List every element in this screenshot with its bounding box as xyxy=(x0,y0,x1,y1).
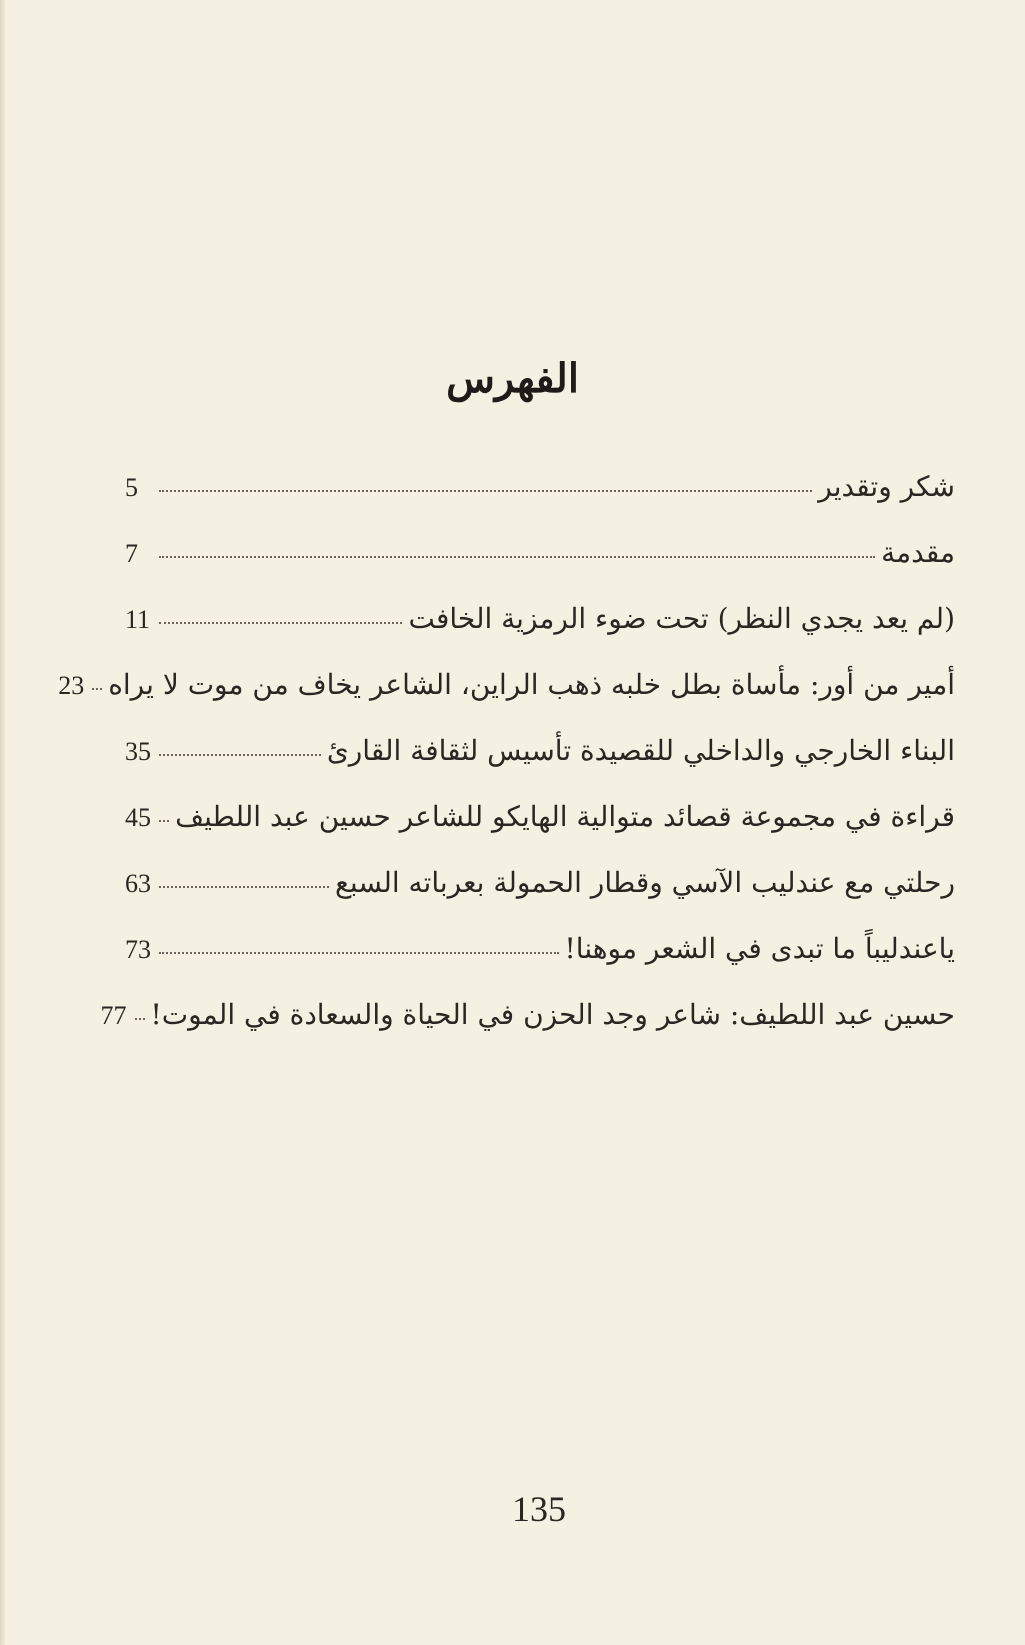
toc-leader-dots xyxy=(135,1018,145,1020)
toc-entry-title: شكر وتقدير xyxy=(818,470,955,503)
toc-entry-page: 35 xyxy=(125,737,151,766)
toc-entry xyxy=(125,932,955,998)
toc-entry xyxy=(125,602,955,668)
toc-entry xyxy=(125,734,955,800)
toc-leader-dots xyxy=(159,754,321,756)
page-edge xyxy=(0,0,6,1645)
toc-leader-dots xyxy=(159,820,169,822)
toc-entry xyxy=(58,668,955,734)
toc-entry-page: 23 xyxy=(58,671,85,700)
toc-leader-dots xyxy=(159,952,559,954)
table-of-contents xyxy=(58,470,955,1064)
toc-leader-dots xyxy=(159,622,402,624)
toc-entry xyxy=(125,536,955,602)
page-number: 135 xyxy=(512,1489,566,1529)
toc-leader-dots xyxy=(159,886,329,888)
toc-entry-page: 63 xyxy=(125,869,151,898)
toc-title: الفهرس xyxy=(446,355,579,402)
toc-entry-title: (لم يعد يجدي النظر) تحت ضوء الرمزية الخافت xyxy=(408,602,955,635)
toc-entry-title: مقدمة xyxy=(881,536,955,569)
toc-entry-page: 5 xyxy=(125,473,138,502)
toc-entry xyxy=(125,800,955,866)
toc-entry-page: 77 xyxy=(100,1001,127,1030)
toc-entry xyxy=(100,998,955,1064)
toc-leader-dots xyxy=(92,688,102,690)
toc-entry-page: 11 xyxy=(125,605,151,634)
toc-entry-title: البناء الخارجي والداخلي للقصيدة تأسيس لثقافة القارئ xyxy=(326,734,955,767)
toc-entry xyxy=(125,866,955,932)
toc-entry-page: 45 xyxy=(125,803,151,832)
toc-entry-title: قراءة في مجموعة قصائد متوالية الهايكو للشاعر حسين عبد اللطيف xyxy=(175,800,955,833)
toc-leader-dots xyxy=(159,556,875,558)
toc-entry-title: رحلتي مع عندليب الآسي وقطار الحمولة بعرباته السبع xyxy=(335,866,955,899)
toc-entry xyxy=(125,470,955,536)
toc-entry-title: حسين عبد اللطيف: شاعر وجد الحزن في الحياة والسعادة في الموت! xyxy=(150,998,955,1031)
toc-entry-page: 73 xyxy=(125,935,151,964)
toc-entry-title: ياعندليباً ما تبدى في الشعر موهنا! xyxy=(564,932,955,965)
toc-leader-dots xyxy=(159,490,812,492)
toc-entry-title: أمير من أور: مأساة بطل خلبه ذهب الراين، الشاعر يخاف من موت لا يراه xyxy=(108,668,955,701)
toc-entry-page: 7 xyxy=(125,539,138,568)
